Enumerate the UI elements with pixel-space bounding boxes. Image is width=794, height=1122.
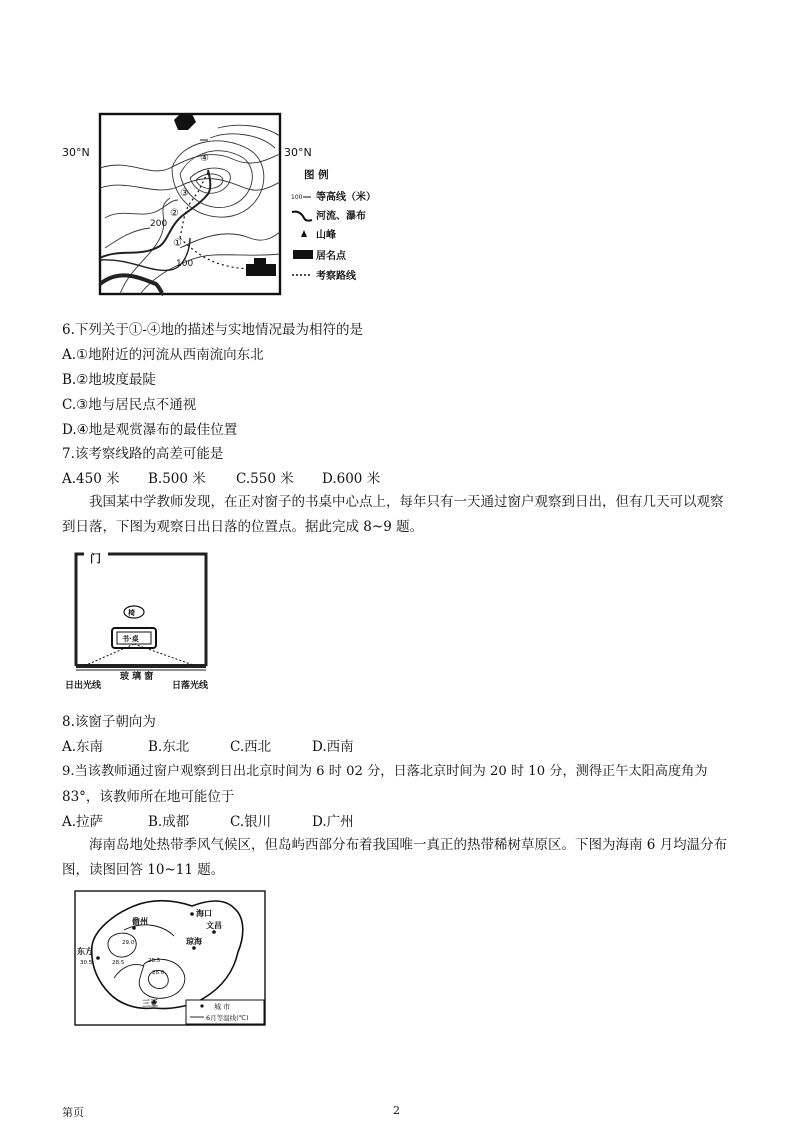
- point-1-label: ①: [173, 238, 182, 249]
- legend-item-settlement: 居名点: [316, 251, 346, 262]
- door-label: 门: [90, 552, 101, 565]
- question-6-option-d: D.④地是观赏瀑布的最佳位置: [62, 422, 238, 438]
- question-8-option-d: D.西南: [312, 739, 354, 755]
- question-8-option-b: B.东北: [148, 739, 190, 755]
- settlement-icon: [293, 250, 313, 259]
- city-label-dongfang: 东方: [77, 947, 93, 956]
- question-7-option-a: A.450 米: [62, 471, 120, 487]
- question-9-stem-line-2: 83°，该教师所在地可能位于: [62, 789, 235, 805]
- footer-page-number: 2: [393, 1104, 400, 1117]
- question-8-option-c: C.西北: [230, 739, 272, 755]
- city-label-qionghai: 琼海: [186, 937, 202, 946]
- contour-label-200: 200: [150, 219, 168, 229]
- legend-city: 城 市: [214, 1003, 231, 1011]
- legend-item-peak: 山峰: [316, 230, 336, 241]
- isotherm-label-28-5-center: 28.5: [148, 958, 161, 964]
- question-7-option-c: C.550 米: [236, 471, 294, 487]
- question-9-option-a: A.拉萨: [62, 814, 104, 830]
- question-9-option-c: C.银川: [230, 814, 272, 830]
- question-8-options: [62, 738, 354, 756]
- passage-10-11: 海南岛地处热带季风气候区，但岛屿西部分布着我国唯一真正的热带稀树草原区。下图为海南 6 月均温分布图，读图回答 10~11 题。: [62, 837, 728, 878]
- isotherm-label-28-5-west: 28.5: [112, 960, 125, 966]
- isotherm-label-30-5: 30.5: [80, 960, 93, 966]
- question-8-option-a: A.东南: [62, 739, 104, 755]
- topographic-map: [60, 108, 400, 306]
- sunset-ray-label: 日落光线: [172, 681, 209, 691]
- contour-label-100: 100: [176, 259, 194, 269]
- point-3-label: ③: [180, 188, 189, 199]
- legend-item-route: 考察路线: [316, 271, 356, 282]
- city-label-sanya: 三亚: [142, 999, 158, 1008]
- legend-item-contour: 等高线（米）: [316, 192, 376, 203]
- question-7-stem: 7.该考察线路的高差可能是: [62, 446, 224, 462]
- question-7-options: [62, 470, 380, 488]
- question-6-option-a: A.①地附近的河流从西南流向东北: [62, 347, 264, 363]
- city-label-wenchang: 文昌: [206, 921, 222, 930]
- latitude-label-left: 30°N: [62, 146, 90, 159]
- point-4-label: ④: [200, 153, 209, 164]
- question-9-option-d: D.广州: [312, 814, 354, 830]
- city-symbol-icon: [200, 1004, 203, 1007]
- river-waterfall-icon: [292, 212, 312, 221]
- room-diagram: [62, 548, 222, 692]
- passage-8-9: 我国某中学教师发现，在正对窗子的书桌中心点上，每年只有一天通过窗户观察到日出，但有几天可以观察到日落，下图为观察日出日落的位置点。据此完成 8~9 题。: [62, 494, 724, 535]
- question-7-option-d: D.600 米: [322, 471, 381, 487]
- point-2-label: ②: [170, 208, 179, 219]
- desk-label: 书·桌: [122, 635, 139, 643]
- question-9-option-b: B.成都: [148, 814, 190, 830]
- legend-item-river: 河流、瀑布: [316, 211, 366, 222]
- question-8-stem: 8.该窗子朝向为: [62, 714, 156, 730]
- legend-isotherm: 6月等温线(℃): [206, 1014, 249, 1022]
- question-9-stem-line-1: 9.当该教师通过窗户观察到日出北京时间为 6 时 02 分，日落北京时间为 20 时 10 分，测得正午太阳高度角为: [62, 764, 708, 779]
- question-6-option-c: C.③地与居民点不通视: [62, 397, 197, 413]
- question-9-options: [62, 813, 354, 831]
- question-6-stem: 6.下列关于①-④地的描述与实地情况最为相符的是: [62, 322, 363, 338]
- legend-contour-value: 100: [291, 194, 303, 201]
- question-7-option-b: B.500 米: [148, 471, 206, 487]
- city-label-haikou: 海口: [196, 909, 212, 918]
- city-label-danzhou: 儋州: [132, 917, 148, 926]
- footer-page-label: 第页: [62, 1106, 84, 1119]
- legend-title: 图 例: [304, 169, 329, 181]
- hainan-temperature-map: [74, 890, 266, 1026]
- latitude-label-right: 30°N: [284, 146, 312, 159]
- mountain-peak-icon: [301, 230, 307, 237]
- question-6-option-b: B.②地坡度最陡: [62, 372, 156, 388]
- sunrise-ray-label: 日出光线: [65, 681, 102, 691]
- window-label: 玻 璃 窗: [120, 672, 154, 682]
- isotherm-label-29: 29.0: [122, 940, 135, 946]
- isotherm-label-28: 28.0: [152, 970, 165, 976]
- chair-label: 椅: [128, 609, 135, 617]
